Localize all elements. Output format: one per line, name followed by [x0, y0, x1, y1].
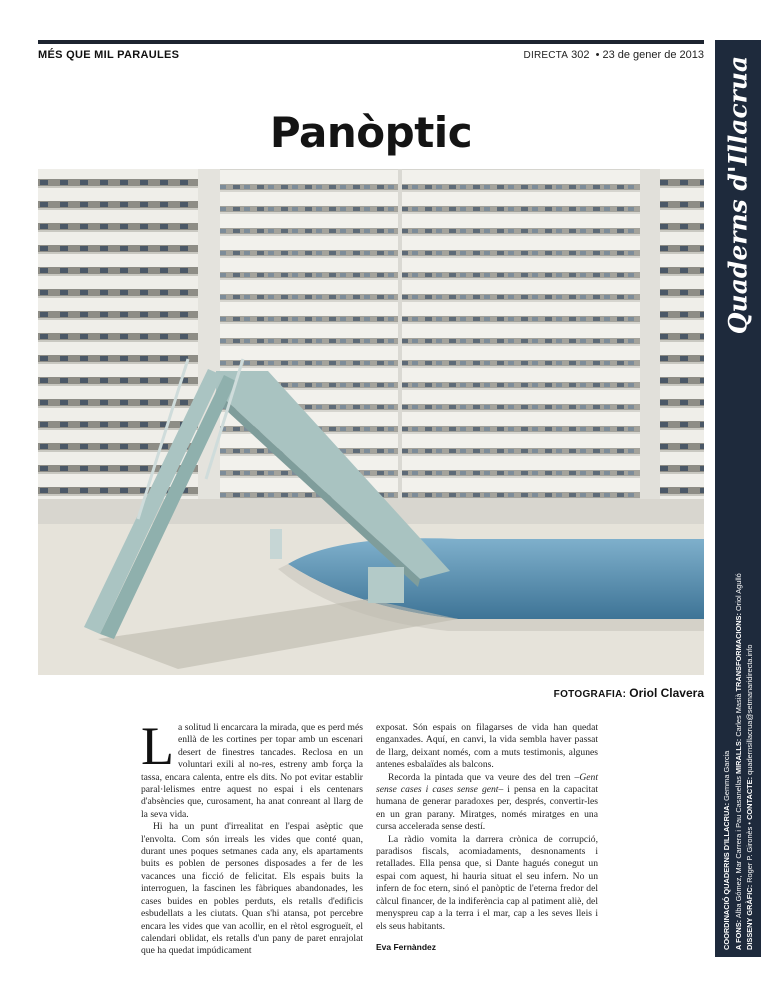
sidebar-credits — [721, 520, 756, 950]
paragraph — [376, 772, 598, 834]
sidebar-title: Quaderns d'Illacrua — [723, 55, 753, 335]
paragraph: exposat. Són espais on filagarses de vida han quedat enganxades. Aquí, en canvi, la vida sembla haver passat de llarg, deixant només, com a muts testimonis, algunes antenes esbalaïdes als balcons. — [376, 722, 598, 771]
credit-label: TRANSFORMACIONS: — [733, 613, 743, 692]
credit-line — [744, 520, 756, 950]
credit-label: DISSENY GRÀFIC: — [744, 884, 754, 950]
contact-email: quadernsillacrua@setmanaridirecta.info — [744, 644, 754, 775]
credit-line — [732, 520, 744, 950]
credit-value: Oriol Agulló — [733, 573, 743, 611]
paragraph-text: Recorda la pintada que va veure des del tren – — [388, 771, 580, 783]
credit-label: CONTACTE: — [744, 776, 754, 820]
graffiti-quote: Gent sense cases i cases sense gent — [376, 771, 598, 796]
photo-illustration — [38, 169, 704, 675]
magazine-name: DIRECTA — [523, 50, 569, 61]
drop-cap: L — [141, 716, 174, 776]
article-column-1 — [141, 716, 363, 958]
paragraph-text: – i pensa en la capacitat humana de generar paradoxes per, després, convertir-les en un gran parany. Miratges, només miratges en una cursa accelerada sense destí. — [376, 784, 598, 833]
credit-label: COORDINACIÓ QUADERNS D'ILLACRUA: — [721, 802, 731, 950]
paragraph-text: a solitud li encarcara la mirada, que es perd més enllà de les cortines per topar amb un escenari desert de finestres tancades. Reclosa en un voluntari exili al no-res, estreny amb força la tassa, encara calenta, entre els dits. No pot evitar establir paral·lelismes entre aquest no espai i els centenars d'absències que, curosament, ha anat conreant al llarg de la seva vida. — [141, 722, 363, 820]
author-byline: Eva Fernàndez — [376, 941, 436, 952]
paragraph: La ràdio vomita la darrera crònica de corrupció, paradisos fiscals, acomiadaments, desnonaments i retallades. Ella pensa que, si Dante hagués conegut un espai com aquest, hi hauria situat el seu infern. No un infern de foc etern, sinó el panòptic de l'eterna fredor del càlcul financer, de la indiferència cap al patiment aliè, del menyspreu cap a la terra i el mar, cap a les seves lleis i els seus habitants. — [376, 833, 598, 932]
credit-line — [721, 520, 733, 950]
paragraph: Hi ha un punt d'irrealitat en l'espai asèptic que l'envolta. Com són irreals les vides que conté quan, durant unes poques setmanes cada any, els apartaments buits es poblen de persones disposades a fer de les vacances una ficció de felicitat. Els espais buits la interroguen, la fascinen les fàbriques abandonades, les cases buides en pobles perduts, els retalls d'edificis esbudellats a les ciutats. Quan s'hi atansa, pot percebre encara les vides que van acollir, en el rètol esgrogueït, el calendari oblidat, els retalls d'un pany de paret enrajolat que ha quedat impúdicament — [141, 821, 363, 957]
photo-credit-label: FOTOGRAFIA: — [553, 689, 627, 700]
sidebar-panel — [715, 40, 761, 957]
credit-value: Gemma Garcia — [721, 750, 731, 801]
paragraph — [141, 716, 363, 821]
page-title: Panòptic — [269, 108, 473, 157]
credit-separator: • — [744, 821, 754, 825]
photo-credit — [554, 686, 704, 700]
credit-label: A FONS: — [733, 919, 743, 950]
photo-credit-name: Oriol Clavera — [629, 686, 704, 700]
header-rule — [38, 40, 704, 44]
credit-label: MIRALLS: — [733, 738, 743, 775]
article-column-2 — [376, 722, 598, 953]
feature-photo — [38, 169, 704, 675]
section-label: MÉS QUE MIL PARAULES — [38, 49, 180, 61]
issue-date: 23 de gener de 2013 — [602, 49, 704, 61]
credit-value: Alba Gómez, Mar Carrera i Pau Casanellas — [733, 776, 743, 919]
credit-value: Roger P. Gironès — [744, 826, 754, 883]
issue-info — [524, 49, 704, 61]
credit-value: Carles Masià — [733, 693, 743, 737]
issue-separator: • — [595, 49, 600, 61]
issue-number: 302 — [571, 49, 590, 61]
